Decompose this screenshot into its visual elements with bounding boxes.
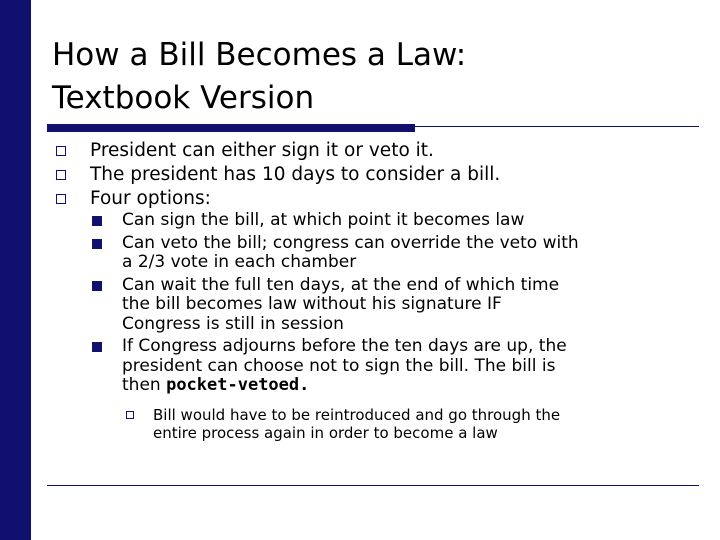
option-pocket-veto [88, 337, 694, 396]
option-veto [88, 234, 694, 273]
hollow-square-bullet-icon [126, 411, 134, 419]
option-sign [88, 211, 694, 231]
option-text-line-1: Can veto the bill; congress can override the veto with [122, 232, 579, 253]
hollow-square-bullet-icon [56, 170, 66, 180]
bullet-president-options [54, 139, 694, 163]
option-text-prefix: then [122, 375, 167, 395]
option-text-line-3 [122, 376, 694, 396]
bullet-text: The president has 10 days to consider a bill. [90, 164, 501, 185]
option-text-line-3: Congress is still in session [122, 313, 344, 334]
subpoint-reintroduce [122, 406, 694, 442]
filled-square-bullet-icon [92, 239, 102, 249]
option-text: Can sign the bill, at which point it becomes law [122, 210, 525, 230]
option-text-line-1: Can wait the full ten days, at the end of which time [122, 274, 560, 295]
filled-square-bullet-icon [92, 342, 102, 352]
footer-rule [47, 485, 699, 486]
option-text-line-2: a 2/3 vote in each chamber [122, 252, 357, 272]
bullet-ten-days [54, 163, 694, 187]
left-accent-bar [0, 0, 31, 540]
subpoint-text-line-2: entire process again in order to become a law [153, 423, 498, 442]
title-underline-thick [47, 124, 415, 132]
filled-square-bullet-icon [92, 216, 102, 226]
slide-body [54, 139, 694, 442]
slide-title [52, 34, 692, 120]
title-line-2: Textbook Version [52, 80, 315, 116]
hollow-square-bullet-icon [56, 194, 66, 204]
bullet-text: Four options: [90, 188, 211, 209]
subpoint-text-line-1: Bill would have to be reintroduced and go through the [153, 405, 561, 424]
hollow-square-bullet-icon [56, 146, 66, 156]
options-list [54, 211, 694, 442]
filled-square-bullet-icon [92, 281, 102, 291]
option-text-line-2: the bill becomes law without his signature IF [122, 294, 502, 314]
bullet-text: President can either sign it or veto it. [90, 140, 434, 161]
option-wait [88, 276, 694, 335]
title-line-1: How a Bill Becomes a Law: [52, 37, 467, 73]
option-text-line-1: If Congress adjourns before the ten days are up, the [122, 336, 567, 356]
option-text-line-2: president can choose not to sign the bill. The bill is [122, 355, 556, 376]
bullet-four-options [54, 187, 694, 211]
pocket-vetoed-term: pocket-vetoed. [166, 375, 310, 395]
title-underline-thin [415, 126, 699, 127]
